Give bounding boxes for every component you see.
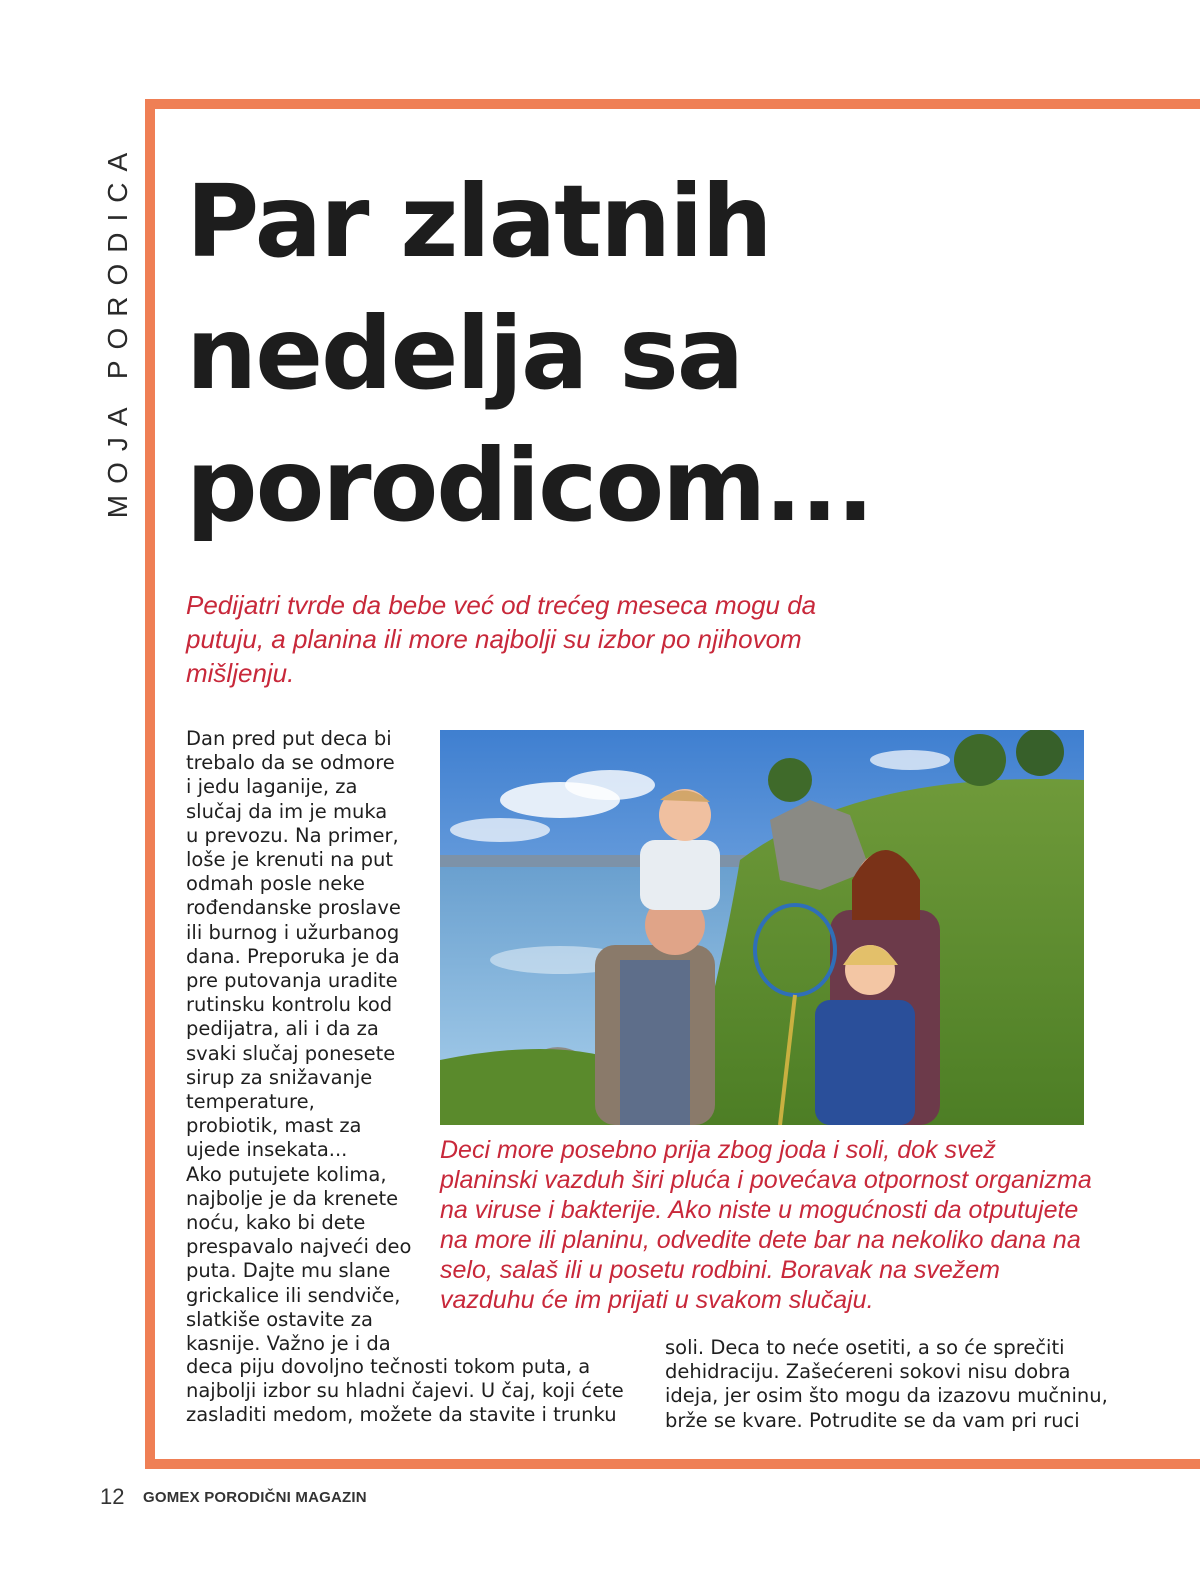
body-column-bottom-right: soli. Deca to neće osetiti, a so će sprečiti dehidraciju. Zašećereni sokovi nisu dobra ideja, jer osim što mogu da izazovu mučninu, brže se kvare. Potrudite se da vam pri ruci: [665, 1336, 1108, 1432]
frame-left-border: [145, 99, 155, 1469]
frame-top-border: [145, 99, 1200, 109]
frame-bottom-border: [145, 1459, 1200, 1469]
body-column-bottom-left: deca piju dovoljno tečnosti tokom puta, a najbolji izbor su hladni čajevi. U čaj, koji ćete zasladiti medom, možete da stavite i trunku: [186, 1355, 624, 1427]
body-column-left: Dan pred put deca bi trebalo da se odmore i jedu laganije, za slučaj da im je muka u prevozu. Na primer, loše je krenuti na put odmah posle neke rođendanske proslave ili burnog i užurbanog dana. Preporuka je da pre putovanja uradite rutinsku kontrolu kod pedijatra, ali i da za svaki slučaj ponesete sirup za snižavanje temperature, probiotik, mast za ujede insekata... Ako putujete kolima, najbolje je da krenete noću, kako bi dete prespavalo najveći deo puta. Dajte mu slane grickalice ili sendviče, slatkiše ostavite za kasnije. Važno je i da: [186, 727, 412, 1356]
family-photo: [440, 730, 1084, 1125]
section-label: MOJA PORODICA: [102, 141, 133, 519]
magazine-name: GOMEX PORODIČNI MAGAZIN: [143, 1489, 367, 1506]
page-number: 12: [100, 1484, 125, 1509]
photo-caption: Deci more posebno prija zbog joda i soli, dok svež planinski vazduh širi pluća i povećava otpornost organizma na viruse i bakterije. Ako niste u mogućnosti da otputujete na more ili planinu, odvedite dete bar na nekoliko dana na selo, salaš ili u posetu rodbini. Boravak na svežem vazduhu će im prijati u svakom slučaju.: [440, 1136, 1092, 1314]
headline: Par zlatnih nedelja sa porodicom...: [186, 163, 873, 544]
lead-paragraph: Pedijatri tvrde da bebe već od trećeg meseca mogu da putuju, a planina ili more najbolji su izbor po njihovom mišljenju.: [186, 590, 817, 688]
